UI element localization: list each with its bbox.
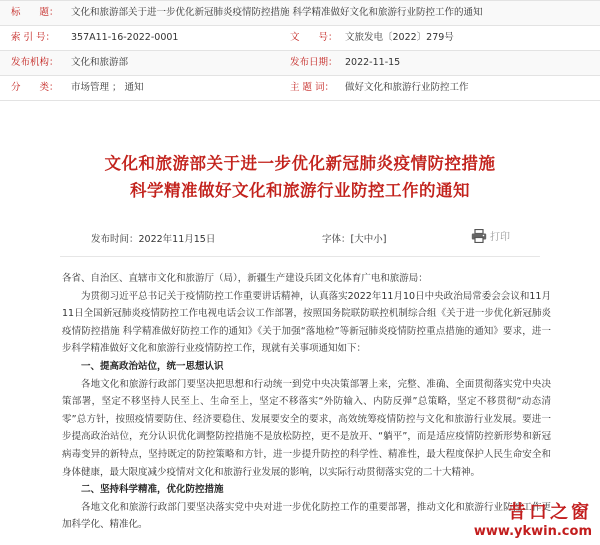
print-label: 打印 <box>490 232 510 243</box>
meta-value: 做好文化和旅游行业防控工作 <box>345 82 469 93</box>
meta-value: 文化和旅游部 <box>71 57 129 68</box>
printer-icon <box>471 229 487 243</box>
meta-row-title <box>0 1 600 26</box>
article-body <box>62 270 551 534</box>
meta-key: 发布机构： <box>11 57 59 68</box>
publish-date: 发布时间：2022年11月15日 <box>91 234 216 245</box>
watermark <box>474 498 592 539</box>
print-button[interactable] <box>471 228 510 243</box>
paragraph: 为贯彻习近平总书记关于疫情防控工作重要讲话精神，认真落实2022年11月10日中央政治局常委会会议和11月11日全国新冠肺炎疫情防控工作电视电话会议工作部署，按照国务院联防联控机制综合组《关于进一步优化新冠肺炎疫情防控措施 科学精准做好防控工作的通知》《关于加强“落地检”等新冠肺炎疫情防控重点措施的通知》要求，进一步科学精准做好文化和旅游行业疫情防控工作，现就有关事项通知如下： <box>62 290 551 355</box>
watermark-url: www.ykwin.com <box>473 524 592 539</box>
section-heading: 一、提高政治站位，统一思想认识 <box>81 360 224 372</box>
paragraph: 各地文化和旅游行政部门要坚决把思想和行动统一到党中央决策部署上来，完整、准确、全面贯彻落实党中央决策部署，坚定不移坚持人民至上、生命至上，坚定不移落实“外防输入、内防反弹”总策略，坚定不移贯彻“动态清零”总方针，按照疫情要防住、经济要稳住、发展要安全的要求，高效统筹疫情防控与文化和旅游行业发展。要进一步提高政治站位，充分认识优化调整防控措施不是放松防控，更不是放开、“躺平”，而是适应疫情防控新形势和新冠病毒变异的新特点，坚持既定的防控策略和方针，进一步提升防控的科学性、精准性，最大程度保护人民生命安全和身体健康，最大限度减少疫情对文化和旅游行业发展的影响，以实际行动贯彻落实党的二十大精神。 <box>62 378 551 478</box>
meta-key: 分 类： <box>11 82 59 93</box>
meta-value: 文化和旅游部关于进一步优化新冠肺炎疫情防控措施 科学精准做好文化和旅游行业防控工作的通知 <box>71 7 483 18</box>
meta-key: 发布日期： <box>290 57 338 68</box>
font-size-switcher[interactable]: 字体：[大中小] <box>322 234 387 245</box>
meta-value: 文旅发电〔2022〕279号 <box>345 32 454 43</box>
meta-value: 2022-11-15 <box>345 57 401 68</box>
section-heading: 二、坚持科学精准，优化防控措施 <box>81 484 224 496</box>
divider <box>60 256 540 257</box>
meta-key: 主 题 词： <box>290 82 335 93</box>
paragraph: 各地文化和旅游行政部门要坚决落实党中央对进一步优化防控工作的重要部署，推动文化和旅游行业防控工作更加科学化、精准化。 <box>62 501 551 531</box>
meta-row-publisher <box>0 51 600 76</box>
salutation: 各省、自治区、直辖市文化和旅游厅（局），新疆生产建设兵团文化体育广电和旅游局： <box>62 273 428 284</box>
meta-row-category <box>0 76 600 101</box>
meta-value: 357A11-16-2022-0001 <box>71 32 179 43</box>
meta-key: 文 号： <box>290 32 338 43</box>
article-title-line2: 科学精准做好文化和旅游行业防控工作的通知 <box>130 181 470 200</box>
meta-row-index <box>0 26 600 51</box>
meta-key: 标 题： <box>11 7 59 18</box>
watermark-name: 昔口之窗 <box>508 502 592 523</box>
article-title-line1: 文化和旅游部关于进一步优化新冠肺炎疫情防控措施 <box>104 154 496 173</box>
metadata-table <box>0 0 600 101</box>
meta-key: 索 引 号： <box>11 32 56 43</box>
meta-value: 市场管理 ； 通知 <box>71 82 144 93</box>
